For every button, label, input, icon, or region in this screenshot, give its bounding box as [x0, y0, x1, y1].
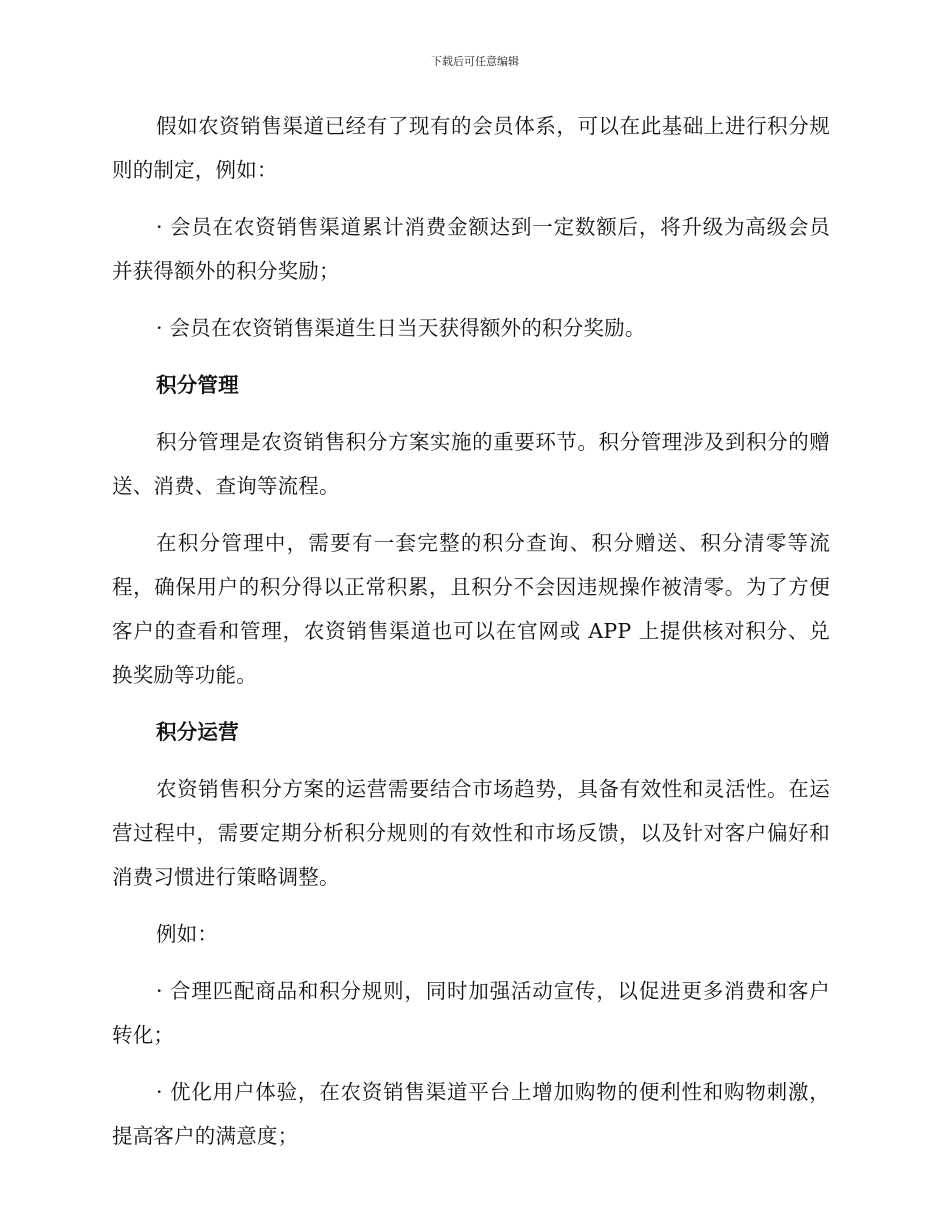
paragraph-management-intro: 积分管理是农资销售积分方案实施的重要环节。积分管理涉及到积分的赠送、消费、查询等流程。 — [112, 430, 830, 498]
bullet-birthday-reward: · 会员在农资销售渠道生日当天获得额外的积分奖励。 — [156, 316, 646, 340]
bullet-product-matching: · 合理匹配商品和积分规则，同时加强活动宣传，以促进更多消费和客户转化； — [112, 979, 830, 1047]
paragraph-member-system: 假如农资销售渠道已经有了现有的会员体系，可以在此基础上进行积分规则的制定，例如： — [112, 114, 830, 182]
document-body — [112, 104, 830, 1171]
heading-points-management: 积分管理 — [156, 373, 239, 397]
paragraph-operation-intro: 农资销售积分方案的运营需要结合市场趋势，具备有效性和灵活性。在运营过程中，需要定期分析积分规则的有效性和市场反馈，以及针对客户偏好和消费习惯进行策略调整。 — [112, 777, 830, 889]
page-header: 下载后可任意编辑 — [431, 55, 519, 68]
paragraph-example-label: 例如： — [156, 922, 219, 946]
bullet-user-experience: · 优化用户体验，在农资销售渠道平台上增加购物的便利性和购物刺激，提高客户的满意度； — [112, 1080, 830, 1148]
heading-points-operation: 积分运营 — [156, 720, 239, 744]
paragraph-management-process: 在积分管理中，需要有一套完整的积分查询、积分赠送、积分清零等流程，确保用户的积分得以正常积累，且积分不会因违规操作被清零。为了方便客户的查看和管理，农资销售渠道也可以在官网或 APP 上提供核对积分、兑换奖励等功能。 — [112, 531, 830, 687]
bullet-upgrade-reward: · 会员在农资销售渠道累计消费金额达到一定数额后，将升级为高级会员并获得额外的积分奖励； — [112, 215, 830, 283]
